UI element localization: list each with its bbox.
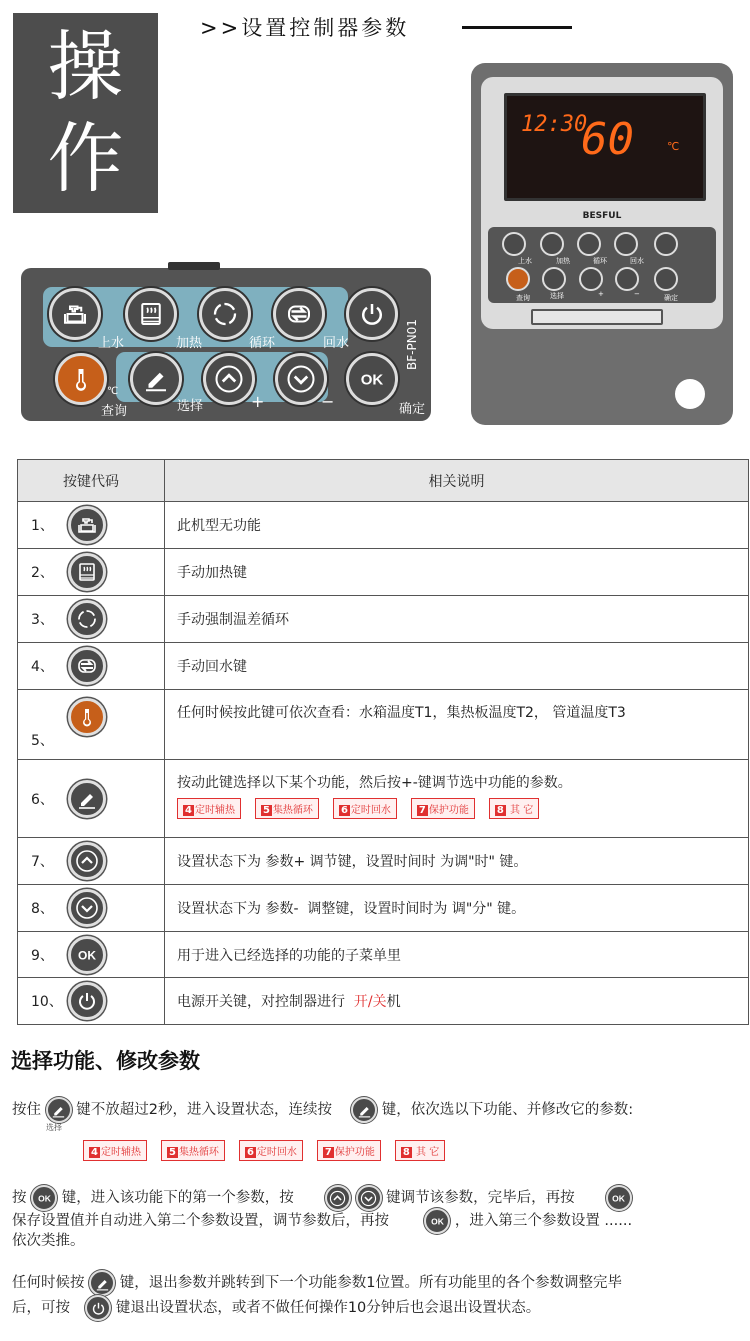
controller-device xyxy=(471,63,733,425)
section-title: >>设置控制器参数 xyxy=(200,16,410,40)
chip-number: 5 xyxy=(262,805,270,816)
plus-button[interactable] xyxy=(203,353,255,405)
panel-tab xyxy=(168,262,220,270)
lcd-time: 12:30 xyxy=(521,112,588,137)
chip-number: 4 xyxy=(185,805,192,816)
paragraph-3-line-1 xyxy=(12,1270,622,1296)
key-code-cell xyxy=(18,690,165,760)
row-desc: 用于进入已经选择的功能的子菜单里 xyxy=(177,947,401,964)
mini-query-button xyxy=(506,267,530,291)
description-cell xyxy=(165,760,749,838)
fill-button[interactable] xyxy=(49,288,101,340)
pen-select-icon xyxy=(75,787,99,811)
chip-label: 保护功能 xyxy=(334,1147,375,1158)
power-icon xyxy=(90,1300,107,1317)
mini-plus-button xyxy=(579,267,603,291)
description-cell xyxy=(165,838,749,885)
chip-number: 7 xyxy=(324,1147,332,1158)
function-chip xyxy=(161,1140,225,1161)
chip-label: 定时回水 xyxy=(256,1147,297,1158)
mini-cycle-label: 循环 xyxy=(593,257,607,265)
row-desc: 手动强制温差循环 xyxy=(177,612,289,628)
mini-ok-button xyxy=(654,267,678,291)
description-cell xyxy=(165,596,749,643)
faucet-icon xyxy=(75,513,99,537)
table-row xyxy=(18,596,749,643)
row-key-icon xyxy=(68,842,106,880)
mini-minus-label: − xyxy=(634,290,640,298)
mini-cycle-button xyxy=(577,232,601,256)
select-label: 选择 xyxy=(177,399,204,414)
row-number: 3、 xyxy=(31,612,54,628)
circulation-icon xyxy=(75,607,99,631)
table-row xyxy=(18,838,749,885)
function-chip xyxy=(333,798,397,819)
description-cell xyxy=(165,932,749,978)
row-desc: 按动此键选择以下某个功能，然后按+-键调节选中功能的参数。 xyxy=(177,775,572,791)
chip-number: 8 xyxy=(402,1147,410,1158)
table-header-code: 按键代码 xyxy=(18,460,165,502)
key-code-cell xyxy=(18,549,165,596)
chevron-up-icon xyxy=(75,849,99,873)
cycle-button[interactable] xyxy=(199,288,251,340)
mini-return-label: 回水 xyxy=(630,257,644,265)
chip-label: 集热循环 xyxy=(178,1147,219,1158)
return-label: 回水 xyxy=(323,336,350,351)
row-number: 7、 xyxy=(31,854,54,870)
device-slot xyxy=(531,309,663,325)
query-button[interactable] xyxy=(55,353,107,405)
key-code-cell xyxy=(18,643,165,690)
function-chips xyxy=(83,1140,445,1161)
key-code-cell xyxy=(18,885,165,932)
minus-label: − xyxy=(321,392,335,411)
thermometer-icon xyxy=(66,364,96,394)
select-caption: 选择 xyxy=(46,1123,62,1132)
title-block xyxy=(13,13,158,213)
table-row xyxy=(18,932,749,978)
row-number: 5、 xyxy=(31,732,54,749)
ok-key-icon xyxy=(424,1208,450,1234)
heat-icon xyxy=(75,560,99,584)
paragraph-2-line-2 xyxy=(12,1208,632,1234)
chevron-up-icon xyxy=(214,364,244,394)
ok-button[interactable] xyxy=(346,353,398,405)
mini-keypad xyxy=(488,227,716,303)
confirm-label: 确定 xyxy=(399,402,426,417)
table-row xyxy=(18,760,749,838)
ok-icon xyxy=(75,943,99,967)
mini-select-button xyxy=(542,267,566,291)
row-key-icon xyxy=(68,780,106,818)
row-desc: 手动回水键 xyxy=(177,659,247,675)
key-code-cell xyxy=(18,502,165,549)
description-cell xyxy=(165,549,749,596)
mini-power-button xyxy=(654,232,678,256)
cycle-label: 循环 xyxy=(249,336,276,351)
return-button[interactable] xyxy=(273,288,325,340)
mini-heat-button xyxy=(540,232,564,256)
fill-label: 上水 xyxy=(98,336,125,351)
chip-number: 8 xyxy=(496,805,504,816)
function-chip xyxy=(395,1140,445,1161)
power-icon xyxy=(75,989,99,1013)
function-chip xyxy=(411,798,475,819)
table-row xyxy=(18,502,749,549)
chip-label: 集热循环 xyxy=(272,805,313,816)
table-header-desc: 相关说明 xyxy=(165,460,749,502)
key-code-cell xyxy=(18,596,165,643)
table-row xyxy=(18,885,749,932)
p2-text-c: 键调节该参数，完毕后，再按 xyxy=(386,1190,575,1206)
p1-text-a: 按住 xyxy=(12,1102,41,1118)
ok-icon xyxy=(36,1190,53,1207)
key-table xyxy=(17,459,749,1025)
row-key-icon xyxy=(68,982,106,1020)
row-desc: 设置状态下为 参数- 调整键，设置时间时为 调"分" 键。 xyxy=(177,901,526,917)
chevron-down-icon xyxy=(286,364,316,394)
key-code-cell xyxy=(18,978,165,1025)
mini-minus-button xyxy=(615,267,639,291)
p3-text-a: 任何时候按 xyxy=(12,1275,85,1291)
section-title-rule xyxy=(462,26,572,29)
select-button[interactable] xyxy=(130,353,182,405)
p1-text-b: 键不放超过2秒，进入设置状态，连续按 xyxy=(76,1102,332,1118)
lcd-temp: 60 xyxy=(581,114,634,165)
description-cell xyxy=(165,978,749,1025)
row-desc-suffix: 机 xyxy=(386,994,401,1010)
return-water-icon xyxy=(284,299,314,329)
pen-select-icon xyxy=(141,364,171,394)
row-number: 4、 xyxy=(31,659,54,675)
mini-confirm-label: 确定 xyxy=(664,294,678,302)
p2-text-e: ，进入第三个参数设置 ...... xyxy=(454,1213,633,1229)
row-key-icon xyxy=(68,936,106,974)
chevron-up-icon xyxy=(329,1190,346,1207)
row-desc: 设置状态下为 参数+ 调节键，设置时间时 为调"时" 键。 xyxy=(177,854,528,870)
ok-icon xyxy=(610,1190,627,1207)
row-number: 2、 xyxy=(31,565,54,581)
power-icon xyxy=(357,299,387,329)
row-key-icon xyxy=(68,506,106,544)
chip-number: 6 xyxy=(246,1147,254,1158)
function-chip xyxy=(489,798,539,819)
row-desc: 电源开关键，对控制器进行 xyxy=(177,994,354,1010)
chip-label: 保护功能 xyxy=(428,805,469,816)
key-code-cell xyxy=(18,760,165,838)
function-chip xyxy=(255,798,319,819)
query-label: 查询 xyxy=(101,404,128,419)
minus-button[interactable] xyxy=(275,353,327,405)
description-cell xyxy=(165,885,749,932)
function-chip xyxy=(177,798,241,819)
chip-label: 定时回水 xyxy=(350,805,391,816)
heat-icon xyxy=(136,299,166,329)
p3-text-d: 键退出设置状态，或者不做任何操作10分钟后也会退出设置状态。 xyxy=(115,1300,541,1316)
chip-label: 定时辅热 xyxy=(100,1147,141,1158)
mini-fill-label: 上水 xyxy=(518,257,532,265)
select-key-icon xyxy=(351,1097,377,1123)
description-cell xyxy=(165,643,749,690)
p2-text-b: 键，进入该功能下的第一个参数，按 xyxy=(61,1190,294,1206)
chevron-down-icon xyxy=(360,1190,377,1207)
description-cell xyxy=(165,690,749,760)
row-desc: 此机型无功能 xyxy=(177,518,261,534)
ok-icon xyxy=(357,364,387,394)
row-key-icon xyxy=(68,698,106,736)
circulation-icon xyxy=(210,299,240,329)
chevron-down-icon xyxy=(75,896,99,920)
mini-query-label: 查询 xyxy=(516,294,530,302)
heat-label: 加热 xyxy=(176,336,203,351)
model-label: BF-PN01 xyxy=(405,319,419,370)
heat-button[interactable] xyxy=(125,288,177,340)
celsius-label: ℃ xyxy=(107,386,119,397)
table-row xyxy=(18,978,749,1025)
row-number: 8、 xyxy=(31,901,54,917)
plus-label: + xyxy=(251,392,265,411)
paragraph-1 xyxy=(12,1097,633,1123)
power-button[interactable] xyxy=(346,288,398,340)
paragraph-3-line-2 xyxy=(12,1295,540,1321)
key-code-cell xyxy=(18,932,165,978)
ok-icon xyxy=(429,1213,446,1230)
p3-text-b: 键，退出参数并跳转到下一个功能参数1位置。所有功能里的各个参数调整完毕 xyxy=(119,1275,622,1291)
pen-select-icon xyxy=(94,1275,111,1292)
table-row xyxy=(18,690,749,760)
chip-number: 6 xyxy=(340,805,348,816)
lcd-screen xyxy=(504,93,706,201)
row-key-icon xyxy=(68,647,106,685)
title-char-1: 操 xyxy=(47,22,124,111)
p3-text-c: 后，可按 xyxy=(12,1300,70,1316)
row-number: 9、 xyxy=(31,947,54,964)
table-row xyxy=(18,549,749,596)
table-row xyxy=(18,643,749,690)
chip-label: 其 它 xyxy=(506,805,534,816)
p2-text-a: 按 xyxy=(12,1190,27,1206)
row-key-icon xyxy=(68,889,106,927)
p2-text-d: 保存设置值并自动进入第二个参数设置，调节参数后，再按 xyxy=(12,1213,389,1229)
chip-label: 其 它 xyxy=(412,1147,440,1158)
row-number: 1、 xyxy=(31,518,54,534)
section-heading: 选择功能、修改参数 xyxy=(11,1049,200,1073)
thermometer-icon xyxy=(75,705,99,729)
row-number: 10、 xyxy=(31,994,63,1010)
table-header-row xyxy=(18,460,749,502)
select-key-icon xyxy=(89,1270,115,1296)
power-on-off-text: 开/关 xyxy=(353,994,387,1010)
p1-text-c: 键，依次选以下功能、并修改它的参数: xyxy=(381,1102,634,1118)
function-chip xyxy=(83,1140,147,1161)
brand-logo: BESFUL xyxy=(582,211,622,221)
function-chip xyxy=(239,1140,303,1161)
power-key-icon xyxy=(85,1295,111,1321)
mini-return-button xyxy=(614,232,638,256)
mini-plus-label: + xyxy=(598,290,604,298)
device-hole xyxy=(675,379,705,409)
mini-select-label: 选择 xyxy=(550,292,564,300)
chip-number: 7 xyxy=(418,805,426,816)
lcd-unit: ℃ xyxy=(667,140,680,153)
faucet-icon xyxy=(60,299,90,329)
title-char-2: 作 xyxy=(47,114,124,203)
paragraph-2-line-3: 依次类推。 xyxy=(12,1233,85,1249)
select-key-icon xyxy=(46,1097,72,1123)
return-water-icon xyxy=(75,654,99,678)
function-chips xyxy=(177,798,748,819)
keypad-panel xyxy=(21,268,431,421)
row-key-icon xyxy=(68,600,106,638)
function-chip xyxy=(317,1140,381,1161)
key-code-cell xyxy=(18,838,165,885)
pen-select-icon xyxy=(356,1102,373,1119)
chip-label: 定时辅热 xyxy=(194,805,235,816)
row-key-icon xyxy=(68,553,106,591)
description-cell xyxy=(165,502,749,549)
chip-number: 5 xyxy=(168,1147,176,1158)
chip-number: 4 xyxy=(91,1147,98,1158)
row-desc: 任何时候按此键可依次查看：水箱温度T1，集热板温度T2， 管道温度T3 xyxy=(177,705,626,721)
row-desc: 手动加热键 xyxy=(177,565,247,581)
row-number: 6、 xyxy=(31,791,54,808)
mini-heat-label: 加热 xyxy=(556,257,570,265)
pen-select-icon xyxy=(50,1102,67,1119)
mini-fill-button xyxy=(502,232,526,256)
